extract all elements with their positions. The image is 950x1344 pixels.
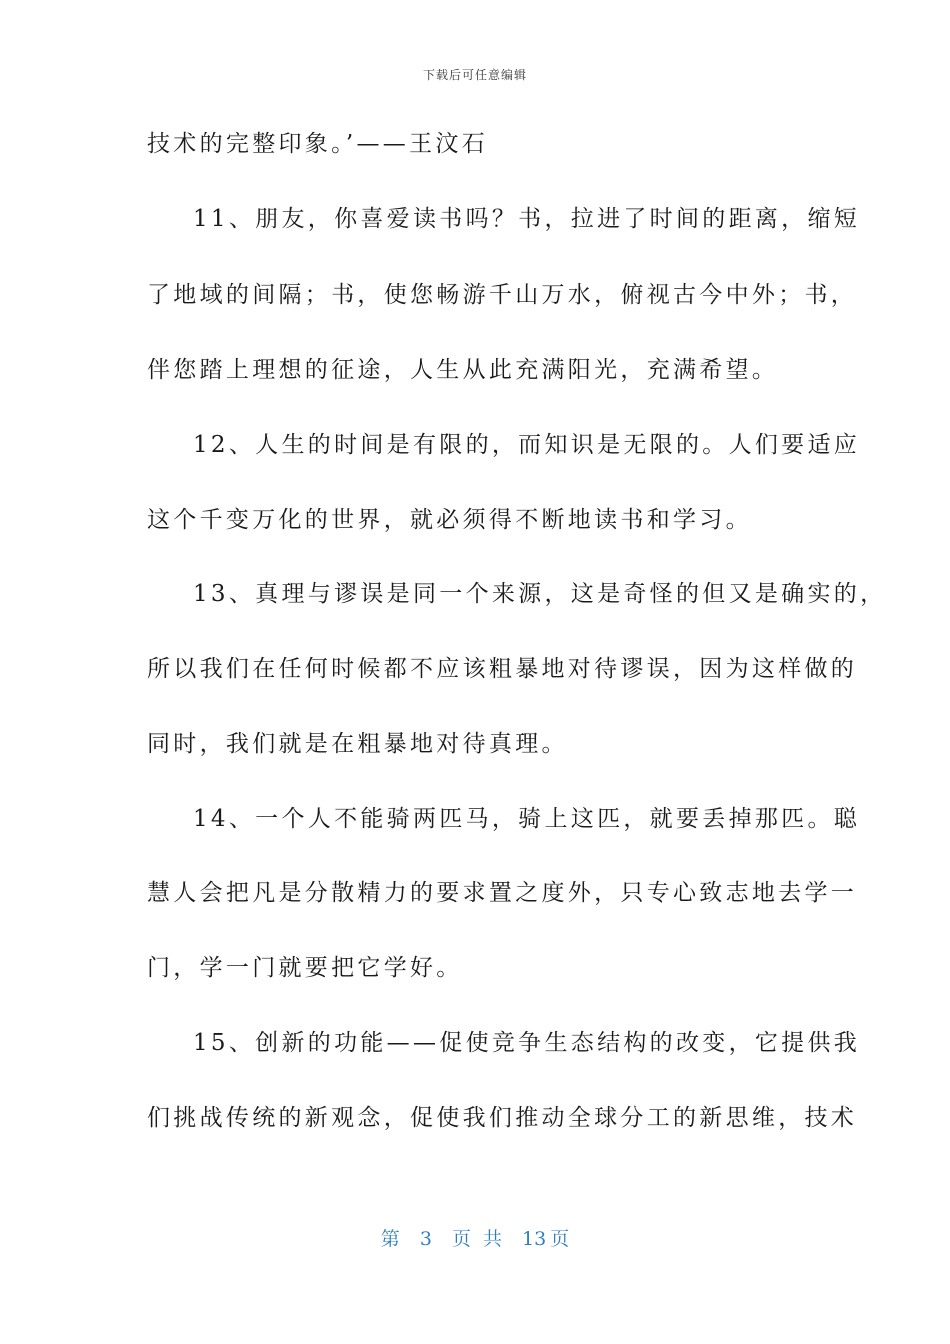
page-footer (0, 1224, 950, 1251)
text-line: 14、一个人不能骑两匹马，骑上这匹，就要丢掉那匹。聪 (193, 806, 861, 832)
text-line: 所以我们在任何时候都不应该粗暴地对待谬误，因为这样做的 (147, 656, 858, 682)
header-note: 下载后可任意编辑 (422, 68, 527, 82)
text-line: 12、人生的时间是有限的，而知识是无限的。人们要适应 (193, 432, 861, 458)
page-label-prefix: 第 (380, 1228, 400, 1250)
page-label-mid: 页 共 (451, 1228, 502, 1250)
page-label-suffix: 页 (550, 1228, 570, 1250)
text-line: 了地域的间隔；书，使您畅游千山万水，俯视古今中外；书， (147, 282, 858, 308)
text-line: 这个千变万化的世界，就必须得不断地读书和学习。 (147, 507, 752, 533)
text-line: 15、创新的功能——促使竞争生态结构的改变，它提供我 (193, 1030, 861, 1056)
text-line: 13、真理与谬误是同一个来源，这是奇怪的但又是确实的， (193, 581, 887, 607)
text-line: 伴您踏上理想的征途，人生从此充满阳光，充满希望。 (147, 357, 779, 383)
text-line: 11、朋友，你喜爱读书吗？书，拉进了时间的距离，缩短 (193, 206, 861, 232)
text-line: 们挑战传统的新观念，促使我们推动全球分工的新思维，技术 (147, 1105, 858, 1131)
text-line: 技术的完整印象。’——王汶石 (147, 131, 489, 157)
page-number: 3 (419, 1228, 432, 1250)
text-line: 慧人会把凡是分散精力的要求置之度外，只专心致志地去学一 (147, 880, 858, 906)
total-pages: 13 (522, 1228, 547, 1250)
text-line: 门，学一门就要把它学好。 (147, 955, 463, 981)
text-line: 同时，我们就是在粗暴地对待真理。 (147, 731, 568, 757)
